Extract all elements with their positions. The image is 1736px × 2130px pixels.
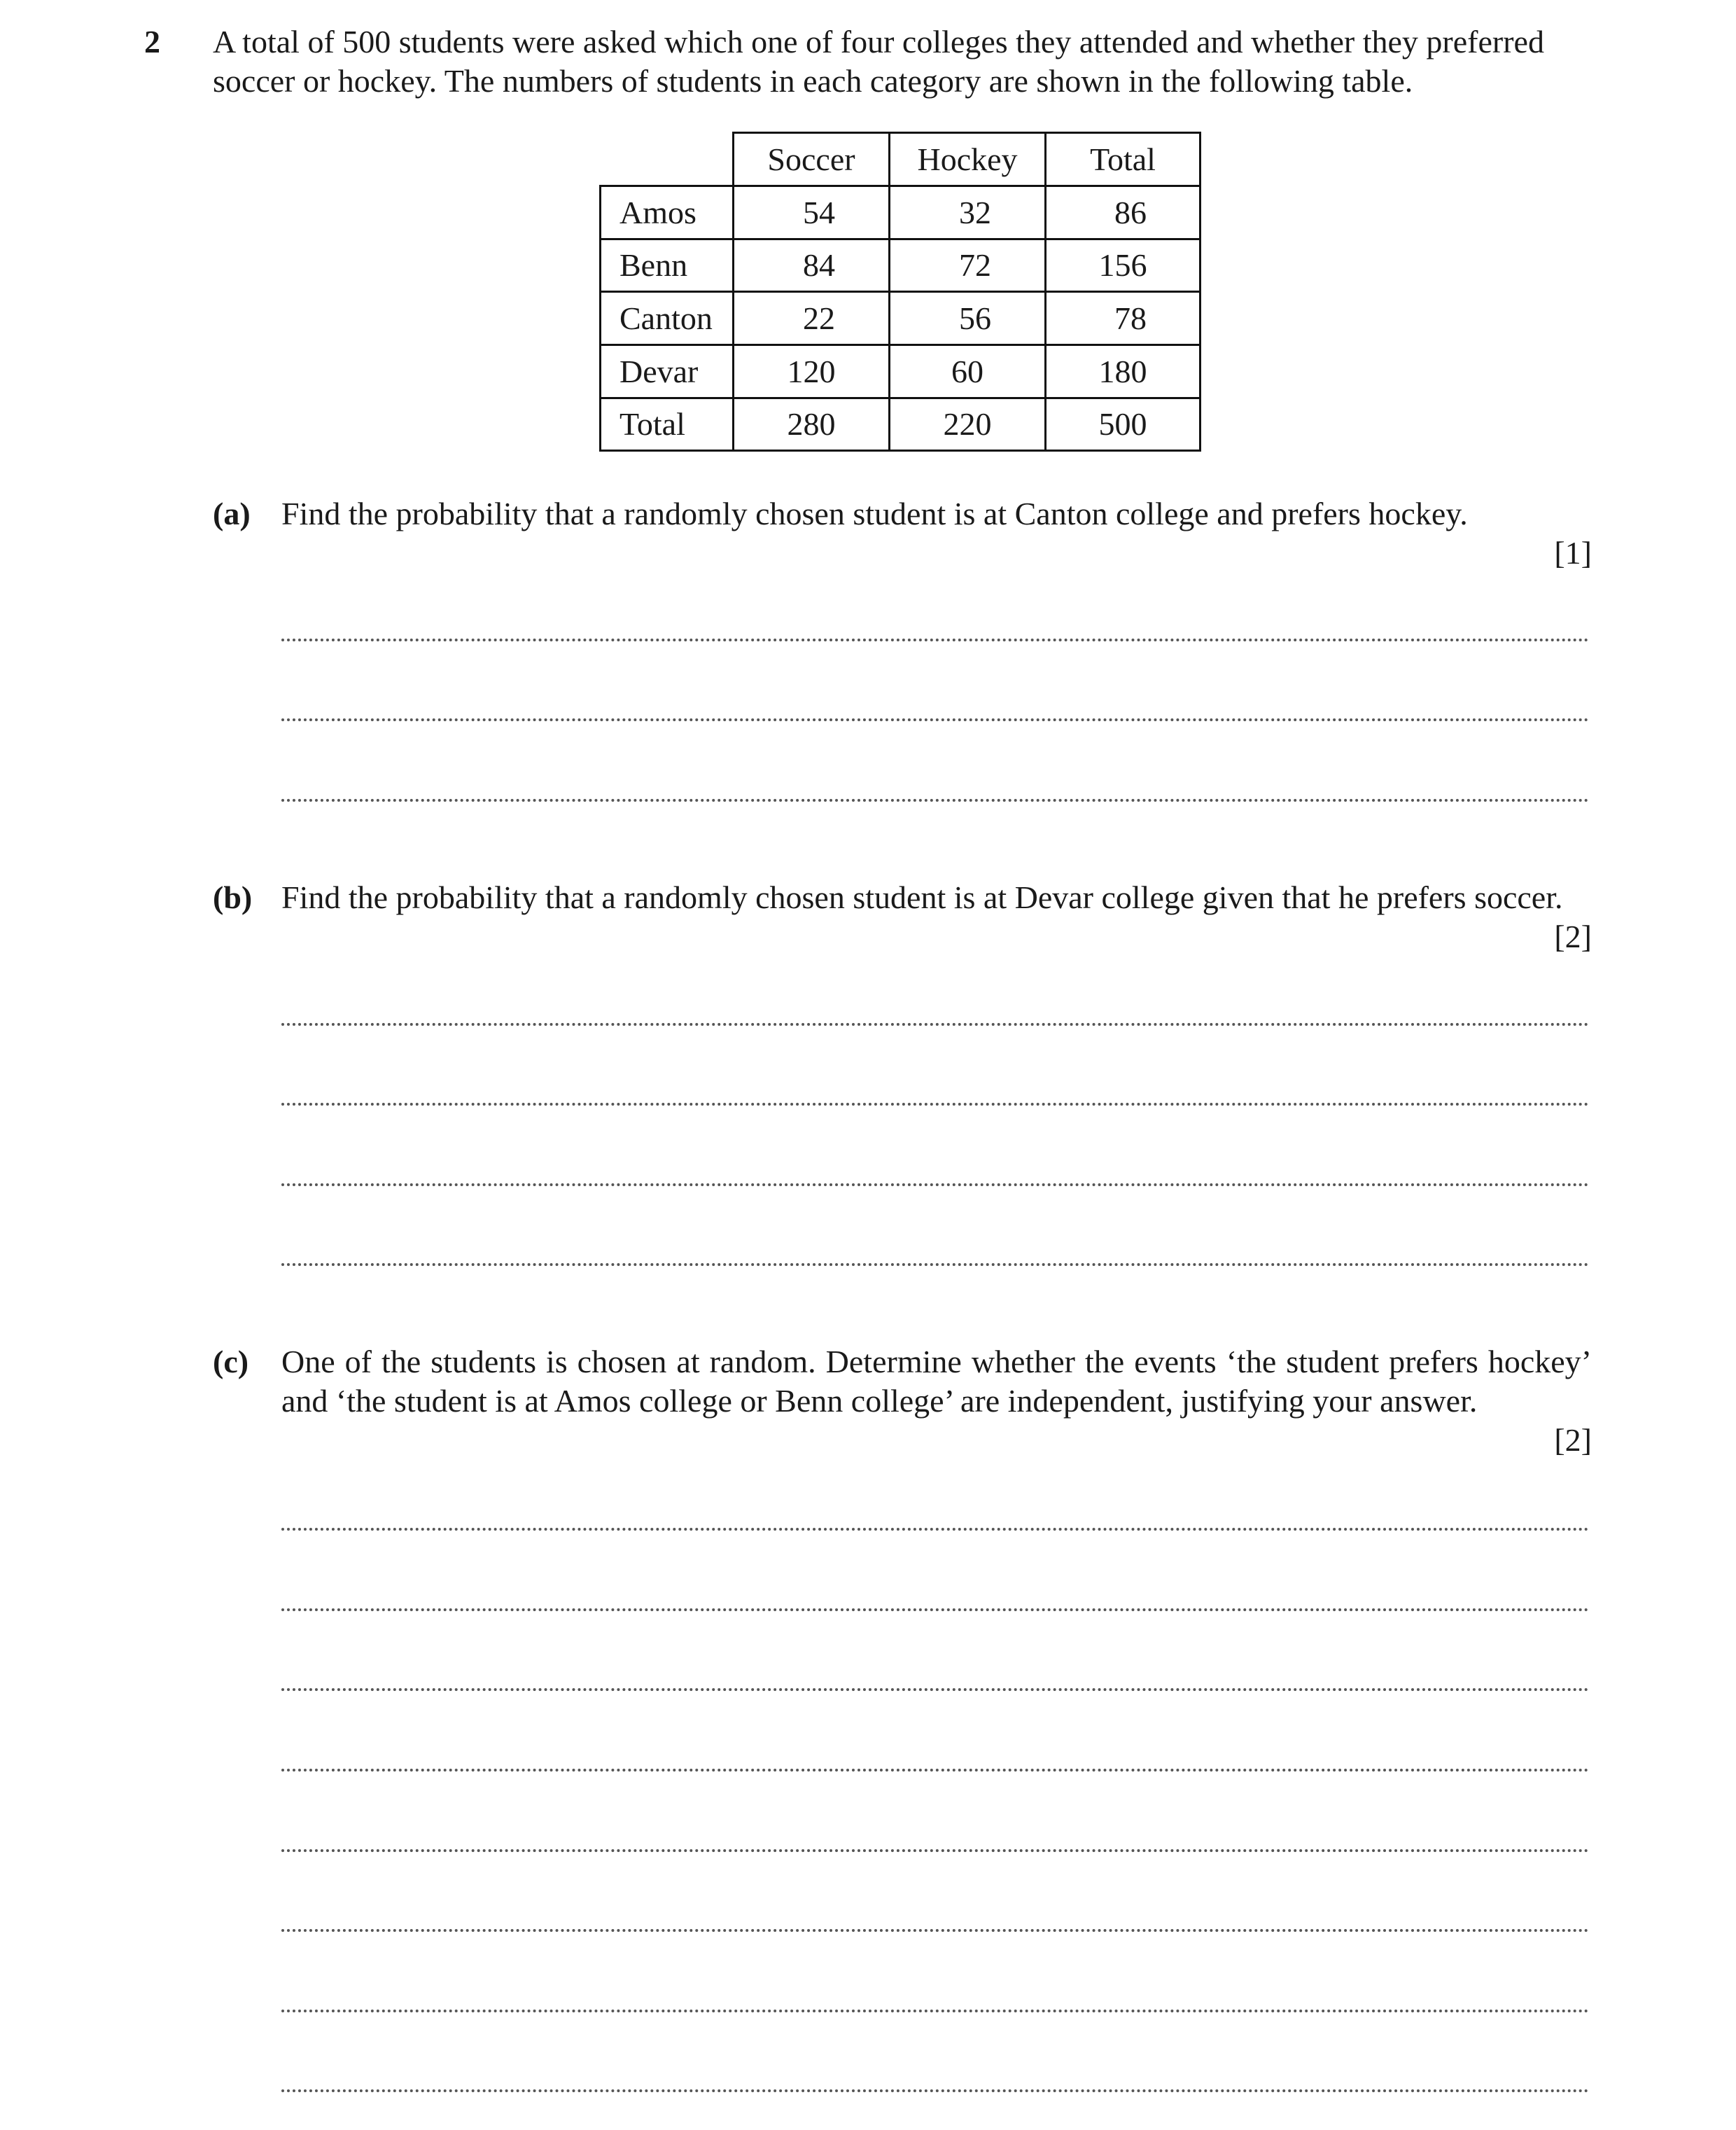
answer-line[interactable]	[281, 1769, 1589, 1771]
intro-text: A total of 500 students were asked which one of four colleges they attended and whether they preferred soccer or hockey. The numbers of students in each category are shown in the following table.	[213, 24, 1544, 99]
part-a-label: (a)	[213, 496, 251, 531]
table-cell: 120	[787, 353, 836, 389]
part-a-text: Find the probability that a randomly chosen student is at Canton college and prefers hockey.	[281, 496, 1468, 531]
table-cell: 280	[787, 406, 836, 442]
table-cell: 86	[1114, 194, 1147, 230]
table-row-label: Devar	[620, 353, 699, 389]
answer-line[interactable]	[281, 1183, 1589, 1186]
answer-line[interactable]	[281, 718, 1589, 721]
table-header-hockey: Hockey	[917, 141, 1018, 177]
part-a	[213, 494, 1592, 573]
answer-line[interactable]	[281, 1849, 1589, 1852]
table-line	[1199, 132, 1201, 452]
question-intro	[213, 22, 1592, 101]
part-a-marks: [1]	[1554, 535, 1592, 571]
answer-line[interactable]	[281, 1608, 1589, 1611]
answer-line[interactable]	[281, 1023, 1589, 1026]
table-cell: 72	[959, 247, 991, 283]
answer-line[interactable]	[281, 799, 1589, 802]
table-header-soccer: Soccer	[767, 141, 855, 177]
table-cell: 156	[1098, 247, 1147, 283]
answer-line[interactable]	[281, 2010, 1589, 2012]
answer-line[interactable]	[281, 1688, 1589, 1691]
table-cell: 22	[803, 300, 835, 336]
answer-line[interactable]	[281, 1929, 1589, 1932]
part-b-marks: [2]	[1554, 919, 1592, 954]
table-cell: 78	[1114, 300, 1147, 336]
table-cell: 500	[1098, 406, 1147, 442]
part-c	[213, 1342, 1592, 1460]
table-row-label: Canton	[620, 300, 713, 336]
answer-line[interactable]	[281, 1263, 1589, 1266]
part-c-marks: [2]	[1554, 1422, 1592, 1458]
table-row-label: Benn	[620, 247, 688, 283]
table-cell: 60	[951, 353, 983, 389]
part-b	[213, 878, 1592, 956]
part-c-label: (c)	[213, 1344, 249, 1379]
table-line	[599, 450, 1201, 452]
table-cell: 32	[959, 194, 991, 230]
answer-line[interactable]	[281, 639, 1589, 641]
answer-line[interactable]	[281, 1103, 1589, 1106]
table-cell: 56	[959, 300, 991, 336]
table-cell: 84	[803, 247, 835, 283]
table-cell: 220	[943, 406, 992, 442]
answer-line[interactable]	[281, 2089, 1589, 2092]
table-row-label: Amos	[620, 194, 696, 230]
table-header-total: Total	[1090, 141, 1156, 177]
part-c-text: One of the students is chosen at random. Determine whether the events ‘the student prefers hockey’ and ‘the student is at Amos college or Benn college’ are independent, justifying your answer.	[281, 1344, 1592, 1419]
answer-line[interactable]	[281, 1528, 1589, 1531]
table-row-label: Total	[620, 406, 685, 442]
table-cell: 180	[1098, 353, 1147, 389]
part-b-text: Find the probability that a randomly chosen student is at Devar college given that he prefers soccer.	[281, 879, 1563, 915]
part-b-label: (b)	[213, 879, 253, 915]
table-cell: 54	[803, 194, 835, 230]
question-number: 2	[144, 24, 160, 60]
